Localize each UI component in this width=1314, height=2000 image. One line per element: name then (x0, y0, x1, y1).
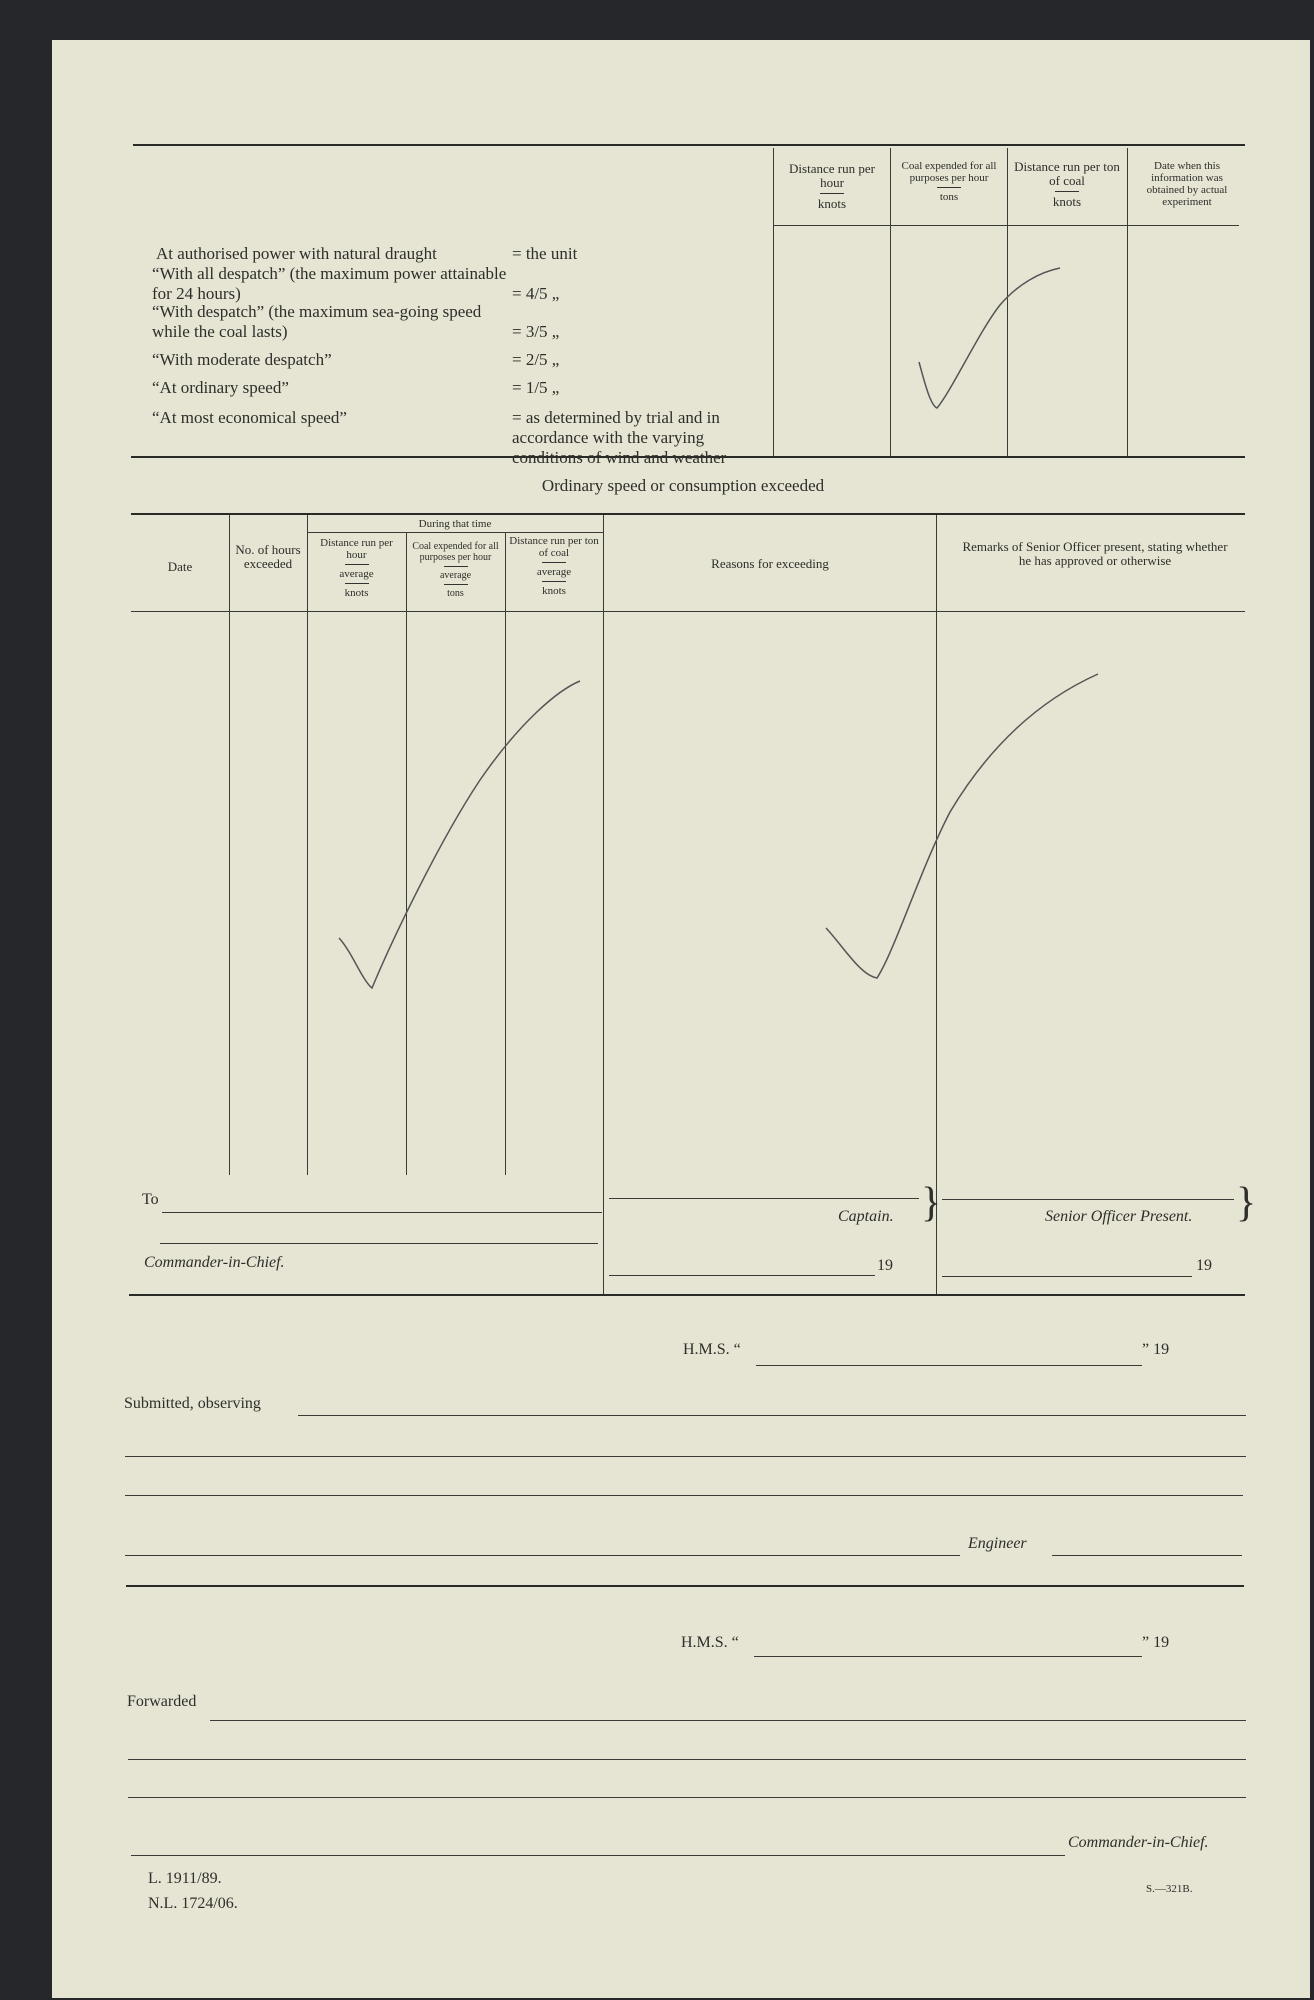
speed-row-label: At authorised power with natural draught (156, 244, 437, 263)
mid-header-remarks: Remarks of Senior Officer present, stating whether he has approved or otherwise (962, 539, 1228, 568)
top-table-divider (1127, 148, 1128, 456)
submitted-line[interactable] (298, 1415, 1246, 1416)
mid-header-rule (131, 611, 1245, 612)
signoff-bottom-rule (129, 1294, 1245, 1296)
captain-line[interactable] (609, 1198, 919, 1199)
top-table-divider (890, 148, 891, 456)
mid-divider (603, 515, 604, 1295)
mid-divider (307, 515, 308, 1175)
mid-col-header: Distance run per hour average knots (320, 537, 393, 599)
speed-row-value: = 3/5 „ (512, 322, 560, 341)
speed-row-value: = 2/5 „ (512, 350, 560, 369)
mid-divider (229, 515, 230, 1175)
footer-ref: L. 1911/89. (148, 1870, 222, 1887)
senior-label: Senior Officer Present. (1045, 1208, 1193, 1225)
captain-label: Captain. (838, 1208, 894, 1225)
senior-line[interactable] (942, 1199, 1234, 1200)
submitted-line[interactable] (125, 1495, 1243, 1496)
captain-year: 19 (877, 1257, 893, 1274)
speed-row-label: “With moderate despatch” (152, 350, 332, 369)
cinc-bottom-label: Commander-in-Chief. (1068, 1834, 1209, 1851)
section-title: Ordinary speed or consumption exceeded (541, 476, 825, 495)
speed-row-label: “At ordinary speed” (152, 378, 289, 397)
captain-brace: } (921, 1180, 942, 1226)
top-table-divider (773, 148, 774, 456)
senior-brace: } (1236, 1180, 1257, 1226)
mid-divider (936, 515, 937, 1295)
speed-row-value: = as determined by trial and in accordance with the varying conditions of wind and weather (512, 408, 727, 467)
to-line[interactable] (160, 1243, 598, 1244)
mid-table-top-rule (131, 513, 1245, 515)
mid-divider (406, 532, 407, 1175)
forwarded-line[interactable] (128, 1759, 1246, 1760)
mid-header-hours: No. of hours exceeded (235, 542, 301, 571)
mid-col-header: Coal expended for all purposes per hour average tons (412, 541, 499, 599)
engineer-label: Engineer (968, 1535, 1027, 1552)
senior-date-line[interactable] (942, 1276, 1192, 1277)
engineer-bottom-rule (126, 1585, 1244, 1587)
hms-ship-line[interactable] (754, 1656, 1142, 1657)
speed-row-label: “At most economical speed” (152, 408, 347, 427)
speed-row-label: “With despatch” (the maximum sea-going speed while the coal lasts) (152, 302, 482, 341)
forwarded-line[interactable] (210, 1720, 1246, 1721)
mid-divider (505, 532, 506, 1175)
top-col-header: Coal expended for all purposes per hour tons (901, 160, 997, 203)
submitted-label: Submitted, observing (124, 1395, 261, 1412)
footer-ref: N.L. 1724/06. (148, 1895, 238, 1912)
form-number: S.—321B. (1146, 1883, 1193, 1895)
top-rule (133, 144, 1245, 146)
captain-date-line[interactable] (609, 1275, 875, 1276)
mid-header-reasons: Reasons for exceeding (711, 556, 829, 571)
mid-header-during: During that time (418, 518, 492, 530)
to-label: To (142, 1191, 159, 1208)
hms-ship-line[interactable] (756, 1365, 1142, 1366)
top-table-divider (1007, 148, 1008, 456)
engineer-line[interactable] (1052, 1555, 1242, 1556)
hms-prefix: H.M.S. “ (681, 1634, 739, 1651)
senior-year: 19 (1196, 1257, 1212, 1274)
cinc-label: Commander-in-Chief. (144, 1254, 285, 1271)
top-col-header: Distance run per hour knots (789, 161, 875, 211)
hms-suffix: ” 19 (1142, 1341, 1170, 1358)
top-col-header: Distance run per ton of coal knots (1014, 159, 1120, 209)
submitted-line[interactable] (125, 1456, 1246, 1457)
speed-row-value: = the unit (512, 244, 578, 263)
submitted-line[interactable] (125, 1555, 960, 1556)
mid-header-date: Date (167, 559, 193, 574)
speed-row-value: = 4/5 „ (512, 284, 560, 303)
top-col-header: Date when this information was obtained by actual experiment (1146, 160, 1228, 208)
forwarded-label: Forwarded (127, 1693, 197, 1710)
hms-suffix: ” 19 (1142, 1634, 1170, 1651)
speed-row-label: “With all despatch” (the maximum power attainable for 24 hours) (152, 264, 507, 303)
forwarded-line[interactable] (131, 1855, 1065, 1856)
during-rule (307, 532, 603, 533)
speed-row-value: = 1/5 „ (512, 378, 560, 397)
top-header-rule (773, 225, 1239, 226)
to-line[interactable] (162, 1212, 602, 1213)
hms-prefix: H.M.S. “ (683, 1341, 741, 1358)
mid-col-header: Distance run per ton of coal average knots (509, 535, 599, 597)
forwarded-line[interactable] (128, 1797, 1246, 1798)
